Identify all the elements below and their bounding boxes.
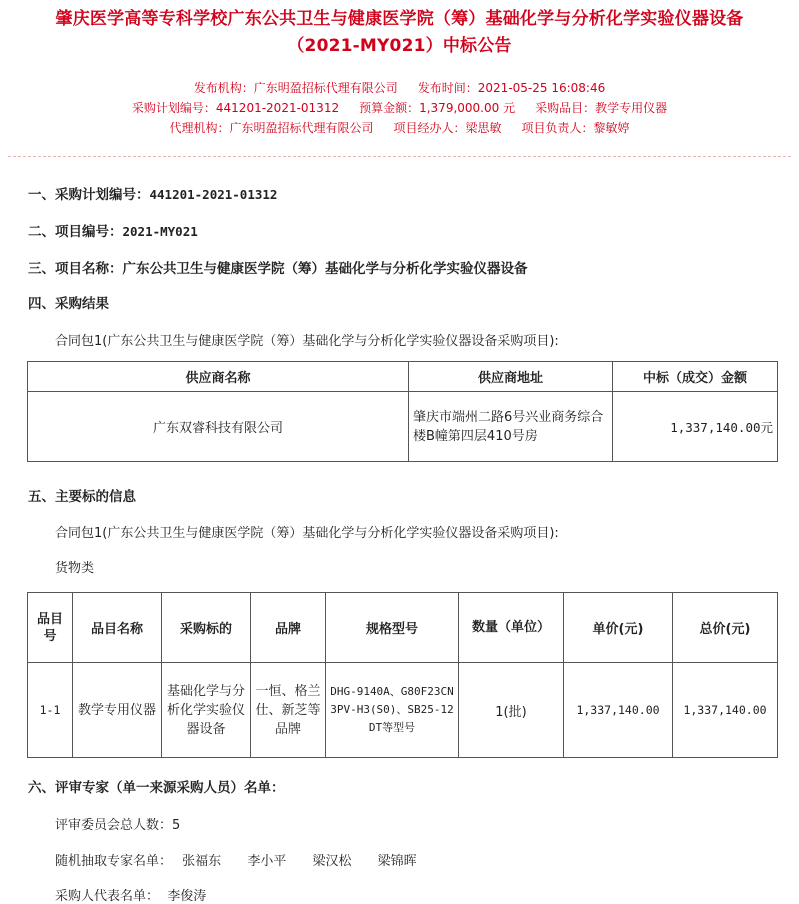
cell-item-no: 1-1 bbox=[28, 663, 73, 758]
section-1 bbox=[28, 183, 277, 203]
cell-item-name: 教学专用仪器 bbox=[73, 663, 162, 758]
section-5-type: 货物类 bbox=[55, 561, 95, 576]
expert-name: 梁锦晖 bbox=[377, 854, 417, 869]
section-3: 三、项目名称：广东公共卫生与健康医学院（筹）基础化学与分析化学实验仪器设备 bbox=[28, 261, 528, 277]
meta-manager: 项目经办人：梁思敏 bbox=[393, 121, 502, 135]
header-award-amount: 中标（成交）金额 bbox=[613, 362, 778, 392]
table-header-row bbox=[28, 593, 778, 663]
experts-label: 随机抽取专家名单： bbox=[55, 854, 173, 869]
result-table bbox=[27, 361, 778, 462]
expert-name: 张福东 bbox=[182, 854, 222, 869]
meta-publish-time: 发布时间：2021-05-25 16:08:46 bbox=[417, 81, 606, 95]
meta-info bbox=[0, 78, 799, 138]
announcement-title bbox=[0, 0, 799, 60]
meta-publisher: 发布机构：广东明盈招标代理有限公司 bbox=[193, 81, 398, 95]
table-header-row bbox=[28, 362, 778, 392]
cell-unit-price: 1,337,140.00 bbox=[564, 663, 673, 758]
section-5: 五、主要标的信息 bbox=[28, 489, 136, 505]
section-4-package: 合同包1(广东公共卫生与健康医学院（筹）基础化学与分析化学实验仪器设备采购项目): bbox=[55, 334, 559, 349]
expert-name: 梁汉松 bbox=[312, 854, 352, 869]
header-quantity: 数量（单位） bbox=[459, 593, 564, 663]
items-table bbox=[27, 592, 778, 758]
section-4: 四、采购结果 bbox=[28, 296, 109, 312]
section-6-rep: 采购人代表名单： 李俊涛 bbox=[55, 889, 207, 904]
cell-spec: DHG-9140A、G80F23CN3PV-H3(S0)、SB25-12DT等型号 bbox=[326, 663, 459, 758]
header-item-no: 品目号 bbox=[28, 593, 73, 663]
meta-plan-no: 采购计划编号：441201-2021-01312 bbox=[131, 101, 340, 115]
header-unit-price: 单价(元) bbox=[564, 593, 673, 663]
cell-award-amount: 1,337,140.00元 bbox=[613, 392, 778, 462]
title-line-2: （2021-MY021）中标公告 bbox=[287, 36, 512, 56]
header-brand: 品牌 bbox=[251, 593, 326, 663]
table-row bbox=[28, 392, 778, 462]
meta-budget: 预算金额：1,379,000.00 元 bbox=[359, 101, 516, 115]
cell-supplier-name: 广东双睿科技有限公司 bbox=[28, 392, 409, 462]
section-2-label: 二、项目编号： bbox=[28, 224, 123, 240]
section-6-experts bbox=[55, 850, 417, 869]
meta-agency: 代理机构：广东明盈招标代理有限公司 bbox=[169, 121, 374, 135]
table-row bbox=[28, 663, 778, 758]
cell-total-price: 1,337,140.00 bbox=[673, 663, 778, 758]
header-target: 采购标的 bbox=[162, 593, 251, 663]
expert-name: 李小平 bbox=[247, 854, 287, 869]
meta-category: 采购品目：教学专用仪器 bbox=[535, 101, 668, 115]
header-total-price: 总价(元) bbox=[673, 593, 778, 663]
section-1-value: 441201-2021-01312 bbox=[149, 187, 278, 202]
header-spec: 规格型号 bbox=[326, 593, 459, 663]
section-5-package: 合同包1(广东公共卫生与健康医学院（筹）基础化学与分析化学实验仪器设备采购项目): bbox=[55, 526, 559, 541]
section-2 bbox=[28, 220, 198, 240]
header-supplier-address: 供应商地址 bbox=[409, 362, 613, 392]
cell-target: 基础化学与分析化学实验仪器设备 bbox=[162, 663, 251, 758]
cell-quantity: 1(批) bbox=[459, 663, 564, 758]
section-1-label: 一、采购计划编号： bbox=[28, 187, 150, 203]
section-6-total: 评审委员会总人数：5 bbox=[55, 818, 181, 833]
divider bbox=[8, 156, 791, 157]
meta-leader: 项目负责人：黎敏婷 bbox=[521, 121, 630, 135]
section-2-value: 2021-MY021 bbox=[122, 224, 198, 239]
header-supplier-name: 供应商名称 bbox=[28, 362, 409, 392]
cell-supplier-address: 肇庆市端州二路6号兴业商务综合楼B幢第四层410号房 bbox=[409, 392, 613, 462]
cell-brand: 一恒、格兰仕、新芝等品牌 bbox=[251, 663, 326, 758]
title-line-1: 肇庆医学高等专科学校广东公共卫生与健康医学院（筹）基础化学与分析化学实验仪器设备 bbox=[55, 9, 744, 29]
header-item-name: 品目名称 bbox=[73, 593, 162, 663]
section-6: 六、评审专家（单一来源采购人员）名单： bbox=[28, 780, 285, 796]
